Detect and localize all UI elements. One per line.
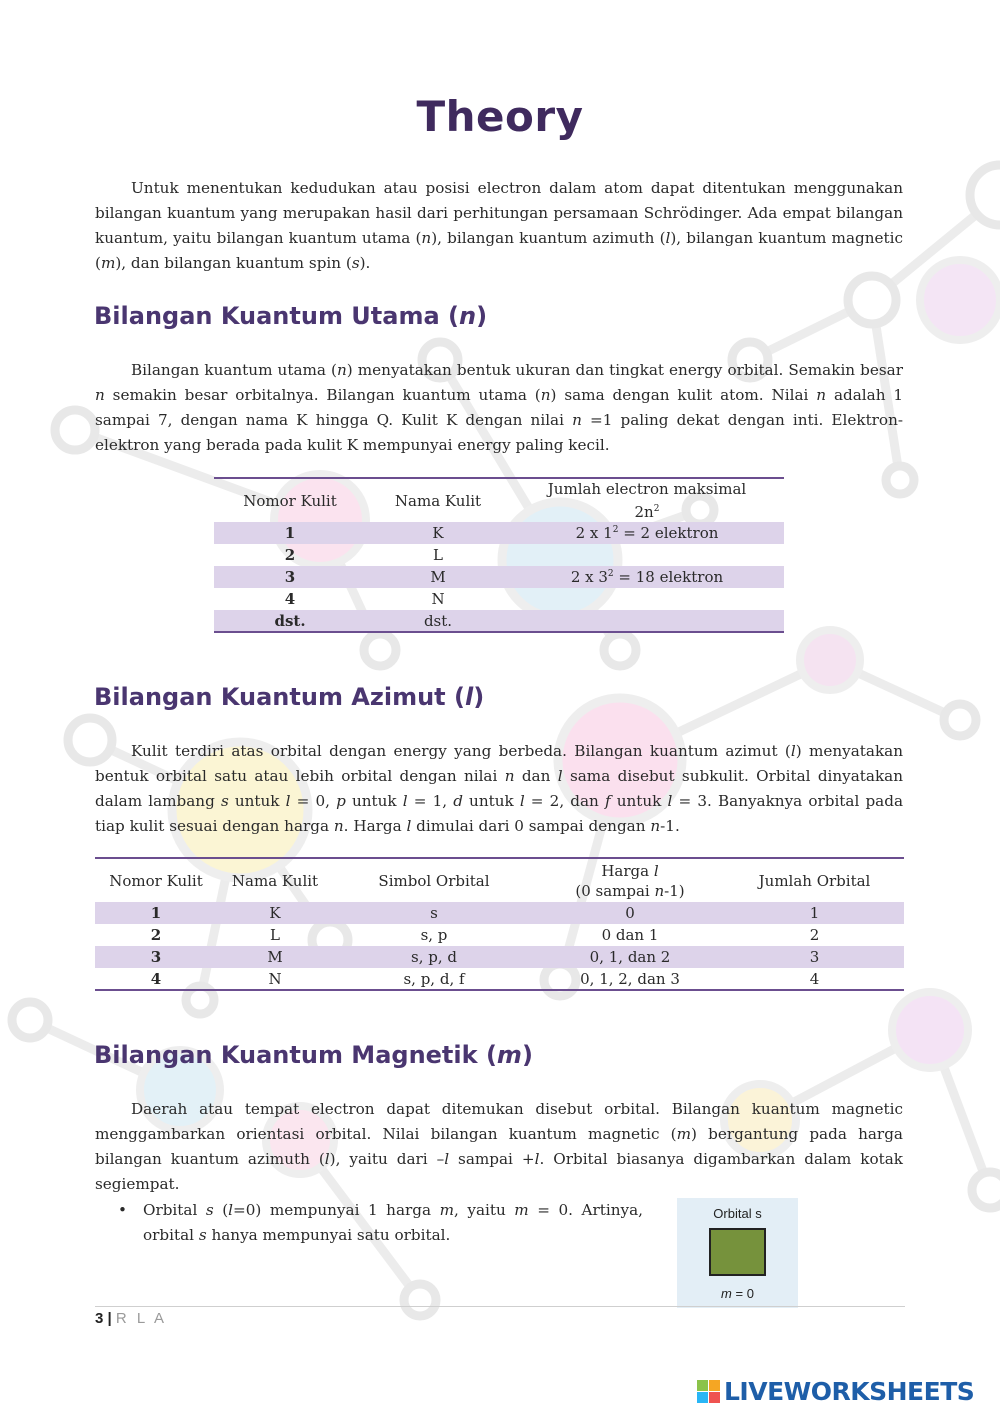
heading-var: l: [464, 683, 474, 711]
header-harga-text: -1): [664, 881, 685, 900]
header-harga-text: Harga: [601, 861, 654, 880]
para-text: ), yaitu dari –: [329, 1150, 445, 1168]
para-text: adalah 1 sampai 7, dengan nama K hingga Q. Kulit K dengan nilai: [95, 386, 904, 429]
para-text: -1.: [660, 817, 680, 835]
header-jumlah-text: Jumlah electron maksimal: [547, 480, 747, 498]
footer-divider: [95, 1306, 905, 1307]
cell-jumlah: [510, 610, 784, 632]
table-header-row: [95, 858, 904, 902]
bullet-var: m: [514, 1201, 529, 1219]
cell-jumlah: [510, 588, 784, 610]
para-var: d: [453, 792, 463, 810]
intro-paragraph: [95, 176, 903, 276]
table-row: [214, 588, 784, 610]
heading-var: n: [459, 302, 477, 330]
cell-jumlah: [510, 544, 784, 566]
intro-text: ).: [359, 254, 371, 272]
para-text: Bilangan kuantum utama (: [131, 361, 337, 379]
para-var: n: [95, 386, 105, 404]
cell-harga: 0: [625, 904, 635, 922]
table-row: [95, 946, 904, 968]
cell-nama: L: [433, 546, 443, 564]
cell-jumlah-a: 2 x 3: [570, 568, 608, 586]
cell-nama: K: [432, 524, 444, 542]
cell-jumlah: 3: [809, 948, 820, 966]
header-harga-var: n: [654, 881, 665, 900]
para-var: p: [336, 792, 346, 810]
header-formula-exp: 2: [653, 504, 660, 514]
cell-jumlah: 4: [809, 969, 820, 988]
cell-jumlah: [510, 566, 784, 588]
para-text: ) menyatakan bentuk ukuran dan tingkat energy orbital. Semakin besar: [346, 361, 903, 379]
cell-nama: M: [430, 568, 446, 586]
azimut-paragraph: [95, 739, 903, 839]
header-nomor-kulit: Nomor Kulit: [109, 871, 203, 890]
cell-nomor: dst.: [274, 611, 306, 630]
intro-var: l: [665, 229, 671, 247]
para-text: untuk: [610, 792, 668, 810]
para-var: n: [816, 386, 827, 404]
cell-nama: N: [268, 969, 282, 988]
para-var: n: [540, 386, 551, 404]
para-var: l: [324, 1150, 330, 1168]
para-var: l: [667, 792, 673, 810]
liveworksheets-text: LIVEWORKSHEETS: [724, 1376, 975, 1406]
para-text: . Orbital biasanya digambarkan dalam kotak segiempat.: [95, 1150, 904, 1193]
intro-text: ), bilangan kuantum magnetic (: [95, 229, 903, 272]
header-nama-kulit: Nama Kulit: [394, 491, 482, 510]
header-jumlah-orbital: Jumlah Orbital: [758, 871, 871, 890]
cell-jumlah-exp: 2: [612, 525, 619, 535]
bullet-seg: hanya mempunyai satu orbital.: [206, 1226, 451, 1244]
table-row: [95, 924, 904, 946]
para-var: l: [790, 742, 796, 760]
bullet-dot-icon: •: [118, 1201, 127, 1219]
para-text: Kulit terdiri atas orbital dengan energy yang berbeda. Bilangan kuantum azimut (: [131, 742, 791, 760]
cell-nama: dst.: [423, 611, 453, 630]
table-row: [214, 566, 784, 588]
table-row: [95, 902, 904, 924]
para-var: m: [676, 1125, 692, 1143]
intro-text: ), dan bilangan kuantum spin (: [115, 254, 352, 272]
para-text: untuk: [462, 792, 520, 810]
liveworksheets-brand[interactable]: [697, 1376, 974, 1406]
cell-nama: N: [431, 590, 445, 608]
cell-nomor: 2: [284, 546, 296, 564]
header-formula: 2n: [634, 503, 654, 521]
cell-nama: M: [267, 948, 283, 966]
cell-jumlah: [510, 522, 784, 544]
para-text: ) bergantung pada harga bilangan kuantum azimuth (: [95, 1125, 903, 1168]
cell-jumlah-exp: 2: [607, 569, 614, 579]
heading-kuantum-utama: [94, 302, 487, 330]
table-row: [214, 522, 784, 544]
para-text: = 3. Banyaknya orbital pada tiap kulit sesuai dengan harga: [95, 792, 903, 835]
heading-text: Bilangan Kuantum Magnetik (: [94, 1041, 497, 1069]
bullet-seg: , yaitu: [454, 1201, 515, 1219]
para-var: n: [572, 411, 582, 429]
cell-nomor: 4: [150, 969, 162, 988]
cell-harga: 0, 1, 2, dan 3: [580, 969, 680, 988]
cell-jumlah-b: = 18 elektron: [613, 568, 724, 586]
para-text: untuk: [228, 792, 286, 810]
cell-nomor: 3: [150, 948, 162, 966]
para-text: ) menyatakan bentuk orbital satu atau lebih orbital dengan nilai: [95, 742, 904, 785]
footer: [95, 1310, 167, 1327]
cell-harga: 0, 1, dan 2: [589, 948, 671, 966]
para-var: f: [604, 792, 611, 810]
para-text: dan: [514, 767, 558, 785]
para-text: untuk: [345, 792, 403, 810]
cell-jumlah: 2: [809, 926, 820, 944]
orbital-box-square: [709, 1228, 766, 1276]
cell-harga: 0 dan 1: [601, 926, 659, 944]
orbital-m-rest: = 0: [731, 1286, 754, 1301]
para-var: l: [519, 792, 525, 810]
liveworksheets-logo-icon: [697, 1380, 720, 1403]
heading-kuantum-magnetik: [94, 1041, 533, 1069]
table-row: [95, 968, 904, 990]
table-header-row: [214, 478, 784, 522]
cell-nomor: 2: [150, 926, 162, 944]
heading-text: ): [473, 683, 485, 711]
cell-jumlah: 1: [809, 904, 820, 922]
cell-nomor: 1: [284, 524, 296, 542]
orbital-m-value: [677, 1286, 798, 1301]
para-text: Daerah atau tempat electron dapat ditemukan disebut orbital. Bilangan kuantum magnetic menggambarkan orientasi orbital. Nilai bilangan kuantum magnetic (: [95, 1100, 903, 1143]
heading-text: Bilangan Kuantum Azimut (: [94, 683, 465, 711]
cell-nama: L: [270, 926, 280, 944]
heading-var: m: [496, 1041, 522, 1069]
intro-var: s: [351, 254, 360, 272]
cell-simbol: s, p, d: [411, 948, 457, 966]
magnetik-paragraph: [95, 1097, 903, 1197]
header-nama-kulit: Nama Kulit: [231, 871, 319, 890]
header-nomor-kulit: Nomor Kulit: [243, 491, 337, 510]
para-var: l: [444, 1150, 450, 1168]
heading-text: Bilangan Kuantum Utama (: [94, 302, 459, 330]
para-var: n: [336, 361, 347, 379]
intro-text: ), bilangan kuantum azimuth (: [431, 229, 666, 247]
cell-nomor: 4: [284, 590, 296, 608]
para-var: s: [220, 792, 229, 810]
header-harga-text: (0 sampai: [575, 881, 655, 900]
para-text: ) sama dengan kulit atom. Nilai: [550, 386, 817, 404]
bullet-var: m: [439, 1201, 454, 1219]
orbital-s-label: Orbital s: [713, 1206, 762, 1221]
cell-nomor: 1: [150, 904, 162, 922]
heading-text: ): [476, 302, 488, 330]
para-text: dimulai dari 0 sampai dengan: [411, 817, 651, 835]
para-var: l: [534, 1150, 540, 1168]
table-row: [214, 544, 784, 566]
para-var: n: [333, 817, 344, 835]
cell-jumlah-b: = 2 elektron: [618, 524, 719, 542]
cell-simbol: s: [430, 904, 438, 922]
bullet-orbital-s: [118, 1198, 643, 1248]
para-var: l: [406, 817, 412, 835]
para-var: l: [285, 792, 291, 810]
para-var: n: [504, 767, 515, 785]
header-jumlah-elektron: [510, 478, 784, 522]
intro-text: Untuk menentukan kedudukan atau posisi electron dalam atom dapat ditentukan menggunakan bilangan kuantum yang merupakan hasil dari perhitungan persamaan Schrödinger. Ada empat bilangan kuantum, yaitu bilangan kuantum utama (: [95, 179, 903, 247]
utama-paragraph: [95, 358, 903, 458]
header-harga-l: [535, 858, 725, 902]
table-orbital-azimut: [95, 857, 904, 991]
para-text: = 1,: [407, 792, 454, 810]
para-var: n: [650, 817, 661, 835]
para-var: l: [557, 767, 563, 785]
header-harga-var: l: [653, 861, 659, 880]
table-kulit-elektron: [214, 477, 784, 633]
table-row: [214, 610, 784, 632]
cell-simbol: s, p: [420, 926, 448, 944]
bullet-var: l: [228, 1201, 233, 1219]
para-text: semakin besar orbitalnya. Bilangan kuantum utama (: [104, 386, 541, 404]
bullet-var: s: [198, 1226, 207, 1244]
page-number: 3: [95, 1310, 104, 1327]
orbital-m-var: m: [721, 1286, 732, 1301]
para-text: . Harga: [343, 817, 407, 835]
bullet-seg: =0) mempunyai 1 harga: [233, 1201, 440, 1219]
intro-var: n: [421, 229, 432, 247]
para-text: sama disebut subkulit. Orbital dinyatakan dalam lambang: [95, 767, 904, 810]
footer-separator: |: [103, 1310, 116, 1327]
intro-var: m: [100, 254, 116, 272]
cell-simbol: s, p, d, f: [403, 969, 465, 988]
heading-kuantum-azimut: [94, 683, 484, 711]
para-text: = 2, dan: [524, 792, 605, 810]
bullet-text: [143, 1198, 643, 1248]
heading-text: ): [521, 1041, 533, 1069]
cell-jumlah-a: 2 x 1: [575, 524, 613, 542]
page-title: Theory: [416, 92, 584, 141]
header-simbol-orbital: Simbol Orbital: [378, 871, 490, 890]
para-text: sampai +: [449, 1150, 535, 1168]
para-text: =1 paling dekat dengan inti. Elektron-elektron yang berada pada kulit K mempunyai energy paling kecil.: [95, 411, 903, 454]
orbital-s-diagram: [677, 1198, 798, 1308]
para-var: l: [402, 792, 408, 810]
footer-author: R L A: [115, 1310, 168, 1327]
bullet-seg: Orbital: [143, 1201, 206, 1219]
bullet-seg: (: [213, 1201, 229, 1219]
bullet-var: s: [205, 1201, 214, 1219]
cell-nama: K: [269, 904, 281, 922]
para-text: = 0,: [290, 792, 337, 810]
bullet-seg: = 0. Artinya, orbital: [143, 1201, 643, 1244]
cell-nomor: 3: [284, 568, 296, 586]
